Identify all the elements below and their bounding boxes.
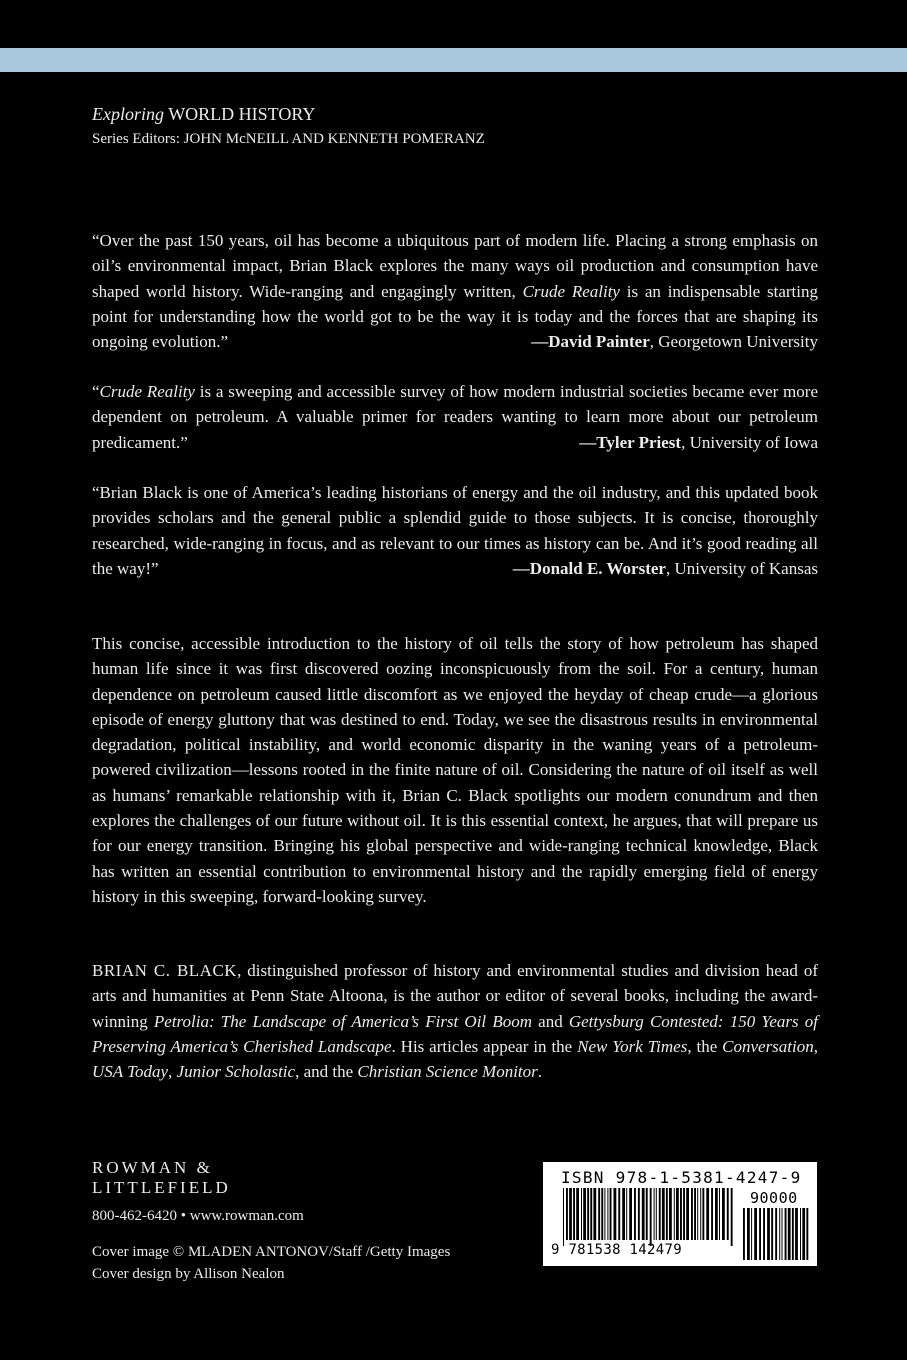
publisher-website: www.rowman.com [189, 1208, 304, 1224]
publisher-logo-line2: LITTLEFIELD [92, 1178, 231, 1197]
isbn-barcode [543, 1162, 817, 1266]
bio-text: , [168, 1062, 177, 1082]
barcode-bar [694, 1188, 696, 1240]
barcode-bar [576, 1188, 579, 1240]
price-code: 90000 [750, 1189, 798, 1207]
publisher-block [92, 1158, 304, 1226]
bio-publication: New York Times [577, 1036, 688, 1056]
barcode-bar [727, 1188, 729, 1240]
barcode-bar [711, 1188, 713, 1240]
barcode-bar [629, 1188, 632, 1240]
quote-attribution [531, 329, 818, 354]
quote-author: —Donald E. Worster [512, 558, 666, 578]
barcode-bar [656, 1188, 657, 1240]
barcode-bar [697, 1188, 698, 1240]
barcode-bar [590, 1188, 592, 1240]
barcode-bar [566, 1188, 568, 1240]
barcode-bar [751, 1208, 752, 1260]
barcode-bar [634, 1188, 636, 1240]
bio-text: , [813, 1036, 818, 1056]
quote-affiliation: , Georgetown University [649, 332, 818, 352]
bullet-separator: • [180, 1208, 187, 1224]
cover-image-credit: Cover image © MLADEN ANTONOV/Staff /Getty Images [92, 1244, 451, 1260]
bio-publication: USA Today [92, 1062, 169, 1082]
barcode-bar [646, 1188, 648, 1240]
barcode-bar [604, 1188, 605, 1240]
barcode-bar [683, 1188, 685, 1240]
barcode-bar [607, 1188, 608, 1240]
series-title [92, 103, 485, 125]
book-description: This concise, accessible introduction to the history of oil tells the story of how petroleum has shaped human life since it was first discovered oozing inconspicuously from the soil. For a century, human dependence on petroleum caused little discomfort as we enjoyed the heyday of cheap crude—a glorious episode of energy gluttony that was destined to end. Today, we see the disastrous results in environmental degradation, political instability, and world economic disparity in the waning years of a petroleum-powered civilization—lessons rooted in the finite nature of oil. Considering the nature of oil itself as well as humans’ remarkable relationship with it, Brian C. Black spotlights our modern conundrum and then explores the challenges of our future without oil. It is this essential context, he argues, that will prepare us for our energy transition. Bringing his global perspective and wide-ranging technical knowledge, Black has written an essential contribution to environmental history and the rapidly emerging field of energy history in this sweeping, forward-looking survey. [92, 634, 818, 906]
barcode-bar [775, 1208, 777, 1260]
barcode-bar [618, 1188, 620, 1240]
barcode-bar [587, 1188, 589, 1240]
quote-text: “ [92, 382, 100, 401]
barcode-bar [795, 1208, 798, 1260]
bio-text: and [531, 1011, 569, 1031]
series-header [92, 103, 485, 150]
barcode-bar [788, 1208, 791, 1260]
barcode-bar [702, 1188, 704, 1240]
quote-text: is a sweeping and accessible survey of how modern industrial societies became ever more dependent on petroleum. A valuable primer for readers wanting to learn more about our petroleum predicament.” [92, 382, 818, 452]
barcode-bar [583, 1188, 586, 1240]
quote-text: is an indispensable starting point for understanding how the world got to be the way it is today and the forces that are shaping its ongoing evolution.” [92, 281, 818, 352]
barcode-bar [806, 1208, 808, 1260]
barcode-bar [598, 1188, 600, 1240]
quote-text: “Brian Black is one of America’s leading historians of energy and the oil industry, and this updated book provides scholars and the general public a splendid guide to those subjects. It is concise, thoroughly researched, wide-ranging in focus, and as relevant to our times as history can be. And it’s good reading all the way!” [92, 483, 818, 578]
quote-affiliation: , University of Iowa [681, 432, 818, 452]
barcode-bar [622, 1188, 625, 1240]
series-title-text: WORLD HISTORY [168, 104, 316, 124]
series-editors: Series Editors: JOHN McNEILL AND KENNETH POMERANZ [92, 131, 485, 147]
barcode-bar [610, 1188, 612, 1240]
barcode-bar [763, 1208, 765, 1260]
barcode-bar [731, 1188, 733, 1246]
barcode-bar [722, 1188, 725, 1240]
barcode-bar [782, 1208, 783, 1260]
barcode-bar [626, 1188, 627, 1240]
quote-book-title: Crude Reality [99, 382, 195, 401]
barcode-bar [659, 1188, 661, 1240]
bio-text: . [537, 1062, 543, 1082]
author-bio [92, 958, 818, 1084]
bio-text: . His articles appear in the [391, 1036, 578, 1056]
barcode-bar [767, 1208, 770, 1260]
barcode-bar [666, 1188, 668, 1240]
bio-text: , and the [295, 1062, 358, 1082]
bio-text: , distinguished professor of history and environmental studies and division head of arts and humanities at Penn State Altoona, is the author or editor of several books, including the award-winning [92, 961, 818, 1031]
barcode-bar [779, 1208, 780, 1260]
barcode-bar [800, 1208, 801, 1260]
barcode-bar [581, 1188, 582, 1240]
barcode-bar [754, 1208, 757, 1260]
quote-attribution [579, 430, 818, 455]
endorsement-quote-2 [92, 379, 818, 455]
quote-book-title: Crude Reality [522, 281, 620, 301]
quote-affiliation: , University of Kansas [665, 558, 818, 578]
barcode-bar [706, 1188, 709, 1240]
barcode-bar [573, 1188, 575, 1240]
quote-text: “Over the past 150 years, oil has become a ubiquitous part of modern life. Placing a strong emphasis on oil’s environmental impact, Brian Black explores the many ways oil production and consumption have shaped world history. Wide-ranging and engagingly written, [92, 231, 818, 301]
barcode-bar [700, 1188, 701, 1240]
barcode-bar [715, 1188, 718, 1240]
barcode-bar [676, 1188, 679, 1240]
barcode-bar [642, 1188, 645, 1240]
barcode-bar [662, 1188, 665, 1240]
barcode-bar [654, 1188, 655, 1240]
top-color-band [0, 48, 907, 72]
barcode-bar [691, 1188, 693, 1240]
bio-book-title: Petrolia: The Landscape of America’s First Oil Boom [153, 1011, 532, 1031]
barcode-bar [759, 1208, 761, 1260]
cover-credits [92, 1241, 450, 1285]
barcode-bar [785, 1208, 787, 1260]
barcode-bar [771, 1208, 773, 1260]
bio-book-title: Gettysburg Contested: 150 Years of Preserving America’s Cherished Landscape [92, 1011, 818, 1056]
bio-text: , the [687, 1036, 723, 1056]
barcode-bar [747, 1208, 750, 1260]
barcode-bar [743, 1208, 745, 1260]
quote-author: —David Painter [531, 332, 650, 352]
publisher-phone: 800-462-6420 [92, 1208, 177, 1224]
author-name: BRIAN C. BLACK [92, 961, 238, 980]
barcode-bar [601, 1188, 603, 1240]
publisher-contact [92, 1206, 304, 1226]
barcode-bar [719, 1188, 720, 1240]
endorsement-quote-3 [92, 480, 818, 581]
publisher-logo [92, 1158, 304, 1198]
cover-design-credit: Cover design by Allison Nealon [92, 1266, 285, 1282]
quote-attribution [513, 556, 818, 581]
quote-author: —Tyler Priest [579, 432, 682, 452]
barcode-bar [638, 1188, 640, 1240]
bio-publication: Conversation [722, 1036, 814, 1056]
barcode-bar [614, 1188, 617, 1240]
barcode-bar [792, 1208, 794, 1260]
barcode-bar [563, 1188, 564, 1246]
bio-publication: Christian Science Monitor [357, 1062, 538, 1082]
isbn-text: ISBN 978-1-5381-4247-9 [561, 1168, 802, 1187]
barcode-bar [650, 1188, 652, 1246]
bio-publication: Junior Scholastic [176, 1062, 296, 1082]
endorsement-quote-1 [92, 228, 818, 354]
series-label-italic: Exploring [92, 104, 164, 124]
barcode-bar [802, 1208, 805, 1260]
barcode-bar [569, 1188, 572, 1240]
publisher-logo-line1: ROWMAN & [92, 1158, 213, 1177]
barcode-bar [674, 1188, 675, 1240]
barcode-bar [686, 1188, 689, 1240]
ean-digits: 9 781538 142479 [551, 1242, 682, 1258]
barcode-bar [593, 1188, 596, 1240]
barcode-bar [680, 1188, 682, 1240]
barcode-bar [669, 1188, 672, 1240]
